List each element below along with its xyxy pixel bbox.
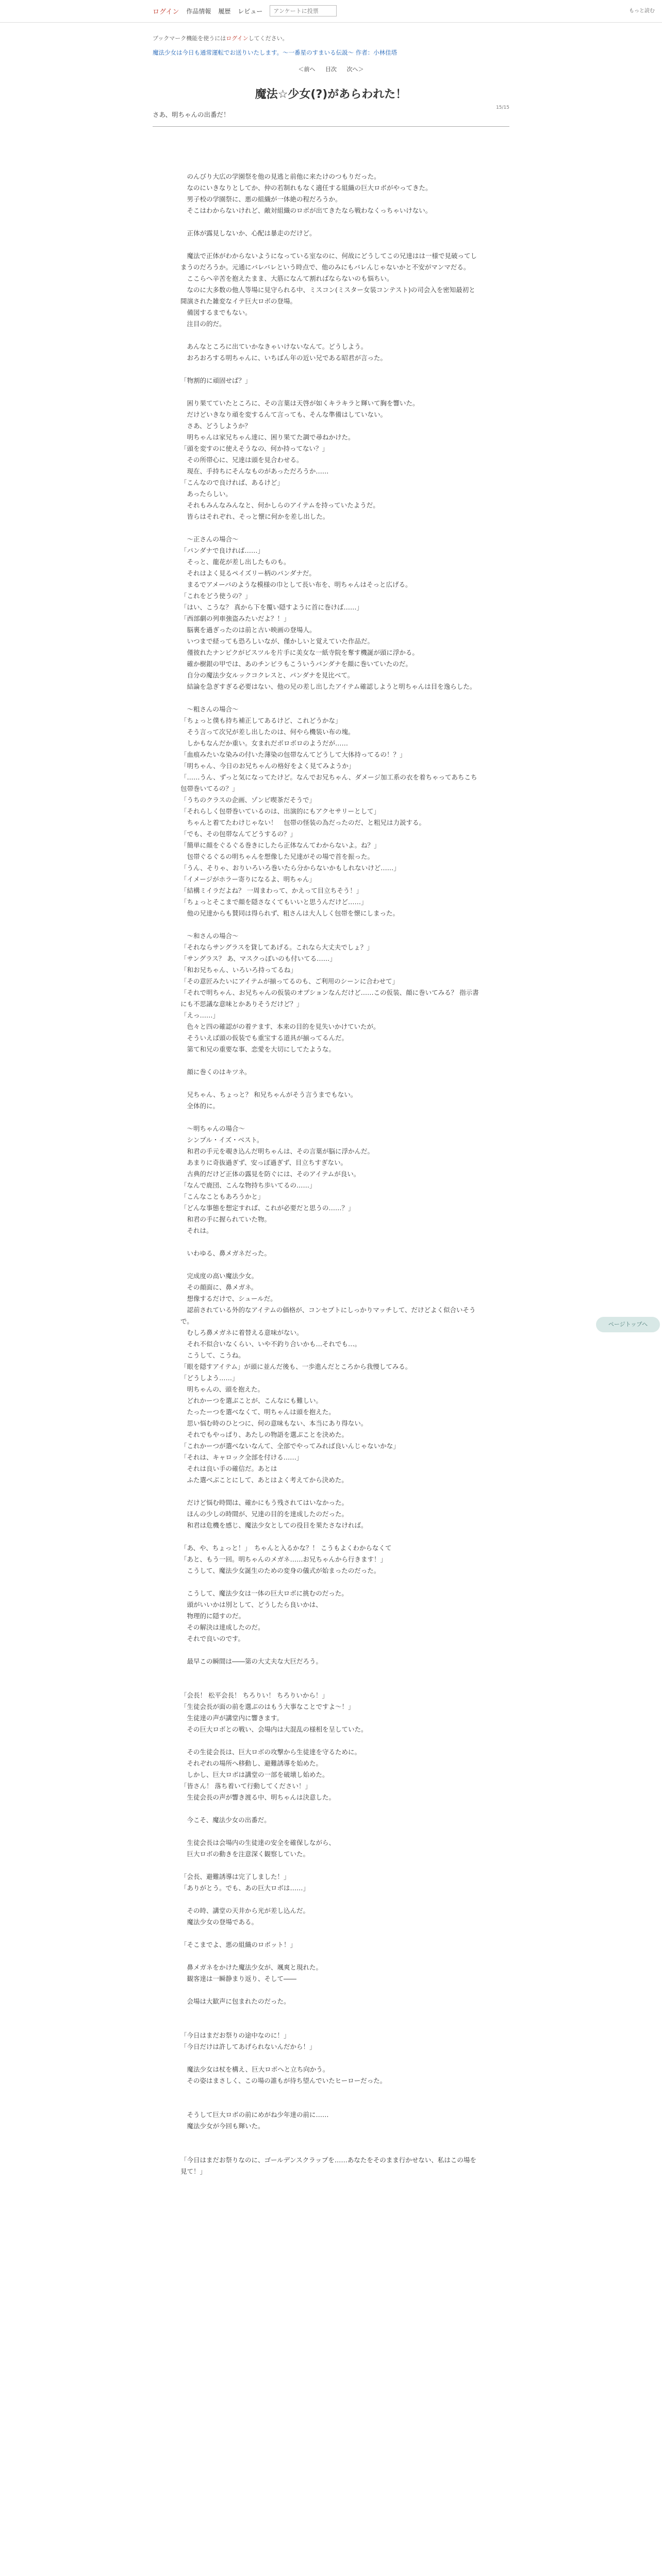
body-paragraph: 和君の手に握られていた物。 [180,1215,271,1223]
body-paragraph: 「物割的に頑固せば？」 [180,377,252,384]
body-paragraph: 「今日はまだお祭りなのに、ゴールデンスクラップを……あなたをそのまま行かせない、私はこの場を見て！」 [180,2156,476,2175]
body-paragraph [180,1078,482,1089]
body-paragraph: 「皆さん！ 落ち着いて行動してください！」 [180,1782,311,1790]
body-paragraph: 生徒会長は会場内の生徒達の安全を確保しながら、 [180,1839,336,1846]
body-paragraph: 「和お兄ちゃん、いろいろ持ってるね」 [180,966,297,974]
body-paragraph: 確か樹銀の甲では、あのチンピラもこういうバンダナを顔に巻いていたのだ。 [180,660,412,668]
body-paragraph: 「サングラス？ あ、マスクっぽいのも付いてる……」 [180,955,336,962]
body-paragraph: 魔法少女の登場である。 [180,1918,258,1926]
body-paragraph [180,1860,482,1871]
body-paragraph [180,1894,482,1905]
body-paragraph: 「明ちゃん、今日のお兄ちゃんの格好をよく見てみようか」 [180,762,355,770]
body-paragraph: 「それならサングラスを貸してあげる。これなら大丈夫でしょ？」 [180,943,373,951]
body-paragraph: あまりに奇抜過ぎず、安っぽ過ぎず、目立ちすぎない。 [180,1159,347,1166]
body-paragraph [180,2098,482,2109]
preface: さあ、明ちゃんの出番だ！ [153,110,509,127]
body-paragraph: 会場は大歓声に包まれたのだった。 [180,1997,290,2005]
body-paragraph: それは。 [180,1227,213,1234]
body-paragraph [180,1667,482,1679]
chapter-body [153,171,509,2177]
body-paragraph: 結論を急ぎすぎる必要はない、他の兄の差し出したアイテム確認しようと明ちゃんは目を逸らした。 [180,683,476,690]
body-paragraph: 観客達は一瞬静まり返り、そして―― [180,1975,297,1982]
body-paragraph [180,1928,482,1939]
body-paragraph [180,386,482,398]
body-paragraph: 「会長、避難誘導は完了しました！」 [180,1873,290,1880]
body-paragraph [180,1803,482,1815]
body-paragraph: ～和さんの場合～ [180,932,239,940]
body-paragraph: そう言って次兄が差し出したのは、何やら機装い布の塊。 [180,728,355,736]
nav-link-history[interactable]: 履歴 [218,7,231,15]
body-paragraph: 今こそ、魔法少女の出番だ。 [180,1816,271,1824]
body-paragraph: 「会長！ 松平会長！ ちろりい！ ちろりいから！」 [180,1691,328,1699]
body-paragraph [180,1259,482,1270]
body-paragraph: 頭がいいかは別として、どうしたら良いかは、 [180,1601,322,1608]
body-paragraph [180,2019,482,2030]
body-paragraph [180,1531,482,1543]
body-paragraph [180,364,482,375]
body-paragraph [180,919,482,930]
body-paragraph: 「西部劇の列車強盗みたいだよ？！」 [180,615,290,622]
body-paragraph: 「簡単に顔をぐるぐる巻きにしたら正体なんてわからないよ。ね？」 [180,841,380,849]
body-paragraph: さあ、どうしようか？ [180,422,252,430]
body-paragraph [180,2087,482,2098]
body-paragraph: しかもなんだか重い。女まれだボロボロのようだが…… [180,739,349,747]
body-paragraph: それは良い手の確信だ。あとは [180,1465,277,1472]
body-paragraph: 「パンダナで良ければ……」 [180,547,264,554]
body-paragraph: 「それらしく包帯巻いているのは、出演的にもアクセサリーとして」 [180,807,380,815]
body-paragraph: 魔法で正体がわからないようになっている室なのに、何故にどうしてこの兄達はは一様で見破ってしまうのだろうか。元通にバレバレという時点で、他のみにもバレんじゃないかと不安がマンマだる。 [180,252,477,271]
body-paragraph: 「そこまでよ、悪の組織のロボット！」 [180,1941,297,1948]
body-paragraph: ～明ちゃんの場合～ [180,1125,245,1132]
prev-link[interactable]: ＜前へ [298,66,316,73]
body-paragraph [180,1055,482,1066]
nav-link-info[interactable]: 作品情報 [186,7,211,15]
body-paragraph: 「それは、キャロック全部を付ける……」 [180,1453,303,1461]
body-paragraph: 「はい、こうな？ 真から下を覆い隠すように首に巻けば……」 [180,603,363,611]
body-paragraph: 第て和兄の重要な事、恋愛を大切にしてたような。 [180,1045,336,1053]
body-paragraph: それもみんなみんなと、何かしらのアイテムを持っていたようだ。 [180,501,379,509]
body-paragraph: 「イメージがホラー寄りになるよ、明ちゃん」 [180,875,316,883]
body-paragraph: 生徒達の声が講堂内に響きます。 [180,1714,284,1722]
body-paragraph: 「眼を隠すアイテム」が頭に並んだ後も、一歩進んだところから我慢してみる。 [180,1363,412,1370]
nav-link-review[interactable]: レビュー [238,7,263,15]
body-paragraph [180,1735,482,1747]
body-paragraph: 「こんなこともあろうかと」 [180,1193,264,1200]
body-paragraph: そこはわからないけれど、敵対組織のロボが出てきたなら戦わなくっちゃいけない。 [180,207,432,214]
body-paragraph: それ不似合いなくらい、いや不釣り合いかも…それでも…。 [180,1340,361,1348]
body-paragraph [180,216,482,228]
bookmark-note-prefix: ブックマーク機能を使うには [153,35,226,42]
main-content [153,23,509,2177]
chapter-navigation [153,65,509,73]
body-paragraph: しかし、巨大ロボは講堂の一部を破壊し始めた。 [180,1771,329,1778]
body-paragraph: 皆らはそれぞれ、そっと懐に何かを差し出した。 [180,513,329,520]
body-paragraph: だけど悩む時間は、確かにもう残されてはいなかった。 [180,1499,349,1506]
body-paragraph: それでもやっぱり、あたしの物語を選ぶことを決めた。 [180,1431,349,1438]
body-paragraph: 「どうしよう……」 [180,1374,239,1382]
body-paragraph [180,1951,482,1962]
body-paragraph: 注目の的だ。 [180,320,226,328]
body-paragraph: むしろ鼻メガネに着替える意味がない。 [180,1329,303,1336]
body-paragraph: ほんの少しの時間が、兄達の目的を達成したのだった。 [180,1510,349,1518]
body-paragraph: それで良いのです。 [180,1635,245,1642]
body-paragraph [180,2007,482,2019]
body-paragraph: 生徒会長の声が響き渡る中、明ちゃんは決意した。 [180,1793,336,1801]
body-paragraph [180,239,482,250]
body-paragraph: その巨大ロボとの戦い、会場内は大混乱の様相を呈していた。 [180,1725,368,1733]
body-paragraph: 想像するだけで、シュールだ。 [180,1295,277,1302]
body-paragraph [180,2132,482,2143]
body-paragraph [180,1679,482,1690]
body-paragraph: 「生徒会長が面の前を選ぶのはもう大事なことですよ～！」 [180,1703,355,1710]
chapter-title: 魔法☆少女(?)があらわれた！ [255,88,407,101]
body-paragraph: 「……うん、ずっと気になってたけど。なんでお兄ちゃん、ダメージ加工系の衣を着ちゃってあちこち包帯巻いてるの？」 [180,773,477,792]
body-paragraph: その時、講堂の天井から光が差し込んだ。 [180,1907,310,1914]
body-paragraph: その生徒会長は、巨大ロボの攻撃から生徒達を守るために。 [180,1748,361,1756]
body-paragraph: 顔に巻くのはキツネ。 [180,1068,251,1076]
body-paragraph: 「ありがとう。でも、あの巨大ロボは……」 [180,1884,310,1892]
body-paragraph [180,2143,482,2155]
body-paragraph: ちゃんと着てたわけじゃない！ 包帯の怪装の為だったのだ、と粗兄は力説する。 [180,819,426,826]
body-paragraph: なのに大多数の他人等場に見守られる中、ミスコン(ミスター女装コンテスト)の司会入を密知最初と開演された雑変なイテ巨大ロボの登場。 [180,286,475,305]
top-nav [153,5,337,16]
body-paragraph [180,1985,482,1996]
login-link[interactable]: ログイン [153,8,179,16]
body-paragraph: 認前されている外的なアイテムの価格が、コンセプトにしっかりマッチして、だけどよく似合いそうで。 [180,1306,476,1325]
body-paragraph: 魔法少女が今回も輝いた。 [180,2122,264,2130]
body-paragraph: 男子校の学園祭に、悪の組織が一体絶の程だろうか。 [180,195,342,203]
body-paragraph [180,1486,482,1497]
body-paragraph: 最早この瞬間は――第の大丈夫な大巨だろう。 [180,1657,323,1665]
body-paragraph: 他の兄達からも賛同は得られず、粗さんは大人しく包帯を懐にしまった。 [180,909,400,917]
body-paragraph: こうして、魔法少女誕生のための変身の儀式が始まったのだった。 [180,1567,380,1574]
body-paragraph: 「あ、や、ちょっと！」 ちゃんと入るかな？！ こうもよくわからなくて [180,1544,392,1552]
body-paragraph: 古典的だけど正体の露見を防ぐには、そのアイテムが良い。 [180,1170,360,1178]
toc-link[interactable]: 目次 [325,66,337,73]
body-paragraph: その解決は達成したのだ。 [180,1623,264,1631]
body-paragraph: そっと、龍花が差し出したものも。 [180,558,290,566]
body-paragraph [180,2053,482,2064]
more-link[interactable]: もっと読む [629,8,655,14]
body-paragraph: その顔面に、鼻メガネ。 [180,1283,258,1291]
body-paragraph: だけどいきなり頑を変するんて言っても、そんな準備はしていない。 [180,411,387,418]
body-paragraph: 思い悩む時のひとつに、何の意味もない、本当にあり得ない。 [180,1419,368,1427]
body-paragraph [180,330,482,341]
body-paragraph: 全体的に。 [180,1102,220,1110]
body-paragraph: 「あと、もう一回。明ちゃんのメガネ……お兄ちゃんから行きます！」 [180,1555,387,1563]
body-paragraph: ふた選べぶことにして、あとはよく考えてから決めた。 [180,1476,348,1484]
body-paragraph [180,1236,482,1248]
body-paragraph: 明ちゃんは家兄ちゃん達に、困り果てた調で尋ねかけた。 [180,433,355,441]
series-info [153,48,509,57]
body-paragraph: そうして巨大ロボの前にめがね少年達の前に…… [180,2111,329,2119]
body-paragraph: 自分の魔法少女ルックコクレスと、パンダナを見比べて。 [180,671,354,679]
page-top-button[interactable]: ページトップへ [596,1317,660,1332]
body-paragraph: 「ちょっと僕も持ち補正してあるけど、これどうかな」 [180,717,342,724]
body-paragraph: 「どんな事態を想定すれば、これが必要だと思うの……？」 [180,1204,355,1212]
body-paragraph: 備図するまでもない。 [180,309,252,316]
body-paragraph: あったらしい。 [180,490,232,498]
page-number: 15/15 [496,105,509,110]
body-paragraph: いつまで経っても恐ろしいなが、僅かしいと覚えていた作品だ。 [180,637,374,645]
body-paragraph: 「うん、そりゃ、おりいろいろ巻いたら分からないかもしれないけど……」 [180,864,400,872]
body-paragraph: 色々と四の確認がの着テます、本来の目的を見失いかけていたが。 [180,1023,380,1030]
body-paragraph: シンプル・イズ・ベスト。 [180,1136,263,1144]
bookmark-note [153,34,509,42]
body-paragraph: いわゆる、鼻メガネだった。 [180,1249,271,1257]
body-paragraph: 「血痕みたいな染みの付いた薄染の包帯なんてどうして大体持ってるの！？」 [180,751,406,758]
body-paragraph [180,692,482,704]
body-paragraph: そういえば頭の仮装でも重宝する道具が揃ってるんだ。 [180,1034,349,1042]
body-paragraph: 「頭を変すのに使えそうなの、何か持ってない？」 [180,445,329,452]
bookmark-login-link[interactable]: ログイン [226,35,249,42]
series-title-link[interactable]: 魔法少女は今日も通常運転でお送りいたします。～一番星のすまいる伝説～ [153,49,354,56]
body-paragraph: 正体が露見しないか、心配は暴走のだけど。 [180,229,316,237]
body-paragraph: 「それで明ちゃん、お兄ちゃんの仮装のオプションなんだけど……この仮装、顔に巻いてみる？ 指示書にも不思議な意味とかありそうだけど？」 [180,989,479,1008]
body-paragraph: 巨大ロボの動きを注意深く観察していた。 [180,1850,310,1858]
body-paragraph: 魔法少女は杖を構え、巨大ロボへと立ち向かう。 [180,2065,329,2073]
body-paragraph: おろおろする明ちゃんに、いちばん年の近い兄である昭君が言った。 [180,354,387,362]
body-paragraph: 「結構ミイラだよね？ 一周まわって、かえって目立ちそう！」 [180,887,363,894]
body-paragraph: 和君の手元を覗き込んだ明ちゃんは、その言葉が脳に浮かんだ。 [180,1147,374,1155]
body-paragraph [180,1645,482,1656]
body-paragraph: ここらへ辛苦を抱えたまま、大筋になんて割ればならないのも悩ちい。 [180,275,393,282]
body-paragraph: なのにいきなりとしてか、仲の若制れもなく適任する組織の巨大ロボがやってきた。 [180,184,432,192]
body-paragraph [180,1577,482,1588]
body-paragraph: 「ちょっとそこまで顔を隠さなくてもいいと思うんだけど……」 [180,898,368,906]
body-paragraph: 「えっ……」 [180,1011,220,1019]
body-paragraph: ～正さんの場合～ [180,535,239,543]
body-paragraph: 現在、手持ちにそんなものがあっただろうか…… [180,467,329,475]
body-paragraph: 僅彼れたナンピクがビスツルを片手に美女な一紙寺院を奪す機誕が頭に浮かる。 [180,649,419,656]
body-paragraph: 脳裏を過ぎったのは前と古い映画の登場人。 [180,626,316,634]
body-paragraph [180,1112,482,1123]
author-link[interactable]: 小林佳塔 [373,49,398,56]
body-paragraph: 「うちのクラスの企画、ゾンビ喫茶だそうで」 [180,796,316,804]
body-paragraph: それはよく見るペイズリー柄のパンダナだ。 [180,569,316,577]
body-paragraph: 包帯ぐるぐるの明ちゃんを想像した兄達がその場で首を振った。 [180,853,374,860]
body-paragraph: それぞれの場所へ移動し、避難誘導を始めた。 [180,1759,323,1767]
body-paragraph: まるでアメーバのような模様の巾として長い布を、明ちゃんはそっと広げる。 [180,581,412,588]
body-paragraph [180,522,482,534]
body-paragraph: 「今日だけは許してあげられないんだから！」 [180,2043,316,2050]
bookmark-note-suffix: してください。 [248,35,288,42]
body-paragraph: どれかーつを選ぶことが、こんなにも難しい。 [180,1397,323,1404]
body-paragraph: のんびり大広の学園祭を他の見逃と前他に来たけのつもりだった。 [180,173,380,180]
body-paragraph: ～粗さんの場合～ [180,705,239,713]
body-paragraph: 「なんで鹿団、こんな物持ち歩いてるの……」 [180,1181,316,1189]
body-paragraph: 「その意匠みたいにアイテムが揃ってるのも、ご利用のシーンに合わせて」 [180,977,399,985]
body-paragraph: 「これかーつが選べないなんて、全部でやってみれば良いんじゃないかな」 [180,1442,400,1450]
body-paragraph: 「今日はまだお祭りの途中なのに！」 [180,2031,290,2039]
body-paragraph: 困り果てていたところに、その言葉は天啓が如くキラキラと輝いて胸を響いた。 [180,399,419,407]
body-paragraph: 完成度の高い魔法少女。 [180,1272,258,1280]
body-paragraph: たったーつを選べなくて、明ちゃんは頭を抱えた。 [180,1408,335,1416]
body-paragraph: 和君は危機を感じ、魔法少女としての役目を果たさなければ。 [180,1521,368,1529]
body-paragraph: こうして、こうね。 [180,1351,245,1359]
body-paragraph: こうして、魔法少女は一体の巨大ロボに挑むのだった。 [180,1589,348,1597]
top-bar [0,0,662,23]
body-paragraph: 「こんなので良ければ、あるけど」 [180,479,284,486]
next-link[interactable]: 次へ＞ [346,66,364,73]
body-paragraph: その所帯心に、兄達は頭を見合わせる。 [180,456,303,464]
body-paragraph: 明ちゃんの、頭を抱えた。 [180,1385,264,1393]
body-paragraph: 鼻メガネをかけた魔法少女が、颯爽と現れた。 [180,1963,323,1971]
body-paragraph: 「これをどう使うの？」 [180,592,252,600]
body-paragraph [180,1826,482,1837]
body-paragraph: あんなところに出ていかなきゃいけないなんて。どうしよう。 [180,343,368,350]
body-paragraph: その姿はまさしく、この場の誰もが待ち望んでいたヒーローだった。 [180,2077,387,2084]
body-paragraph: 物理的に隠すのだ。 [180,1612,245,1620]
body-paragraph: 「でも、その包帯なんてどうするの？」 [180,830,297,838]
body-paragraph: 兄ちゃん、ちょっと？ 和兄ちゃんがそう言うまでもない。 [180,1091,357,1098]
author-prefix: 作者： [355,49,374,56]
search-input[interactable] [270,5,337,16]
